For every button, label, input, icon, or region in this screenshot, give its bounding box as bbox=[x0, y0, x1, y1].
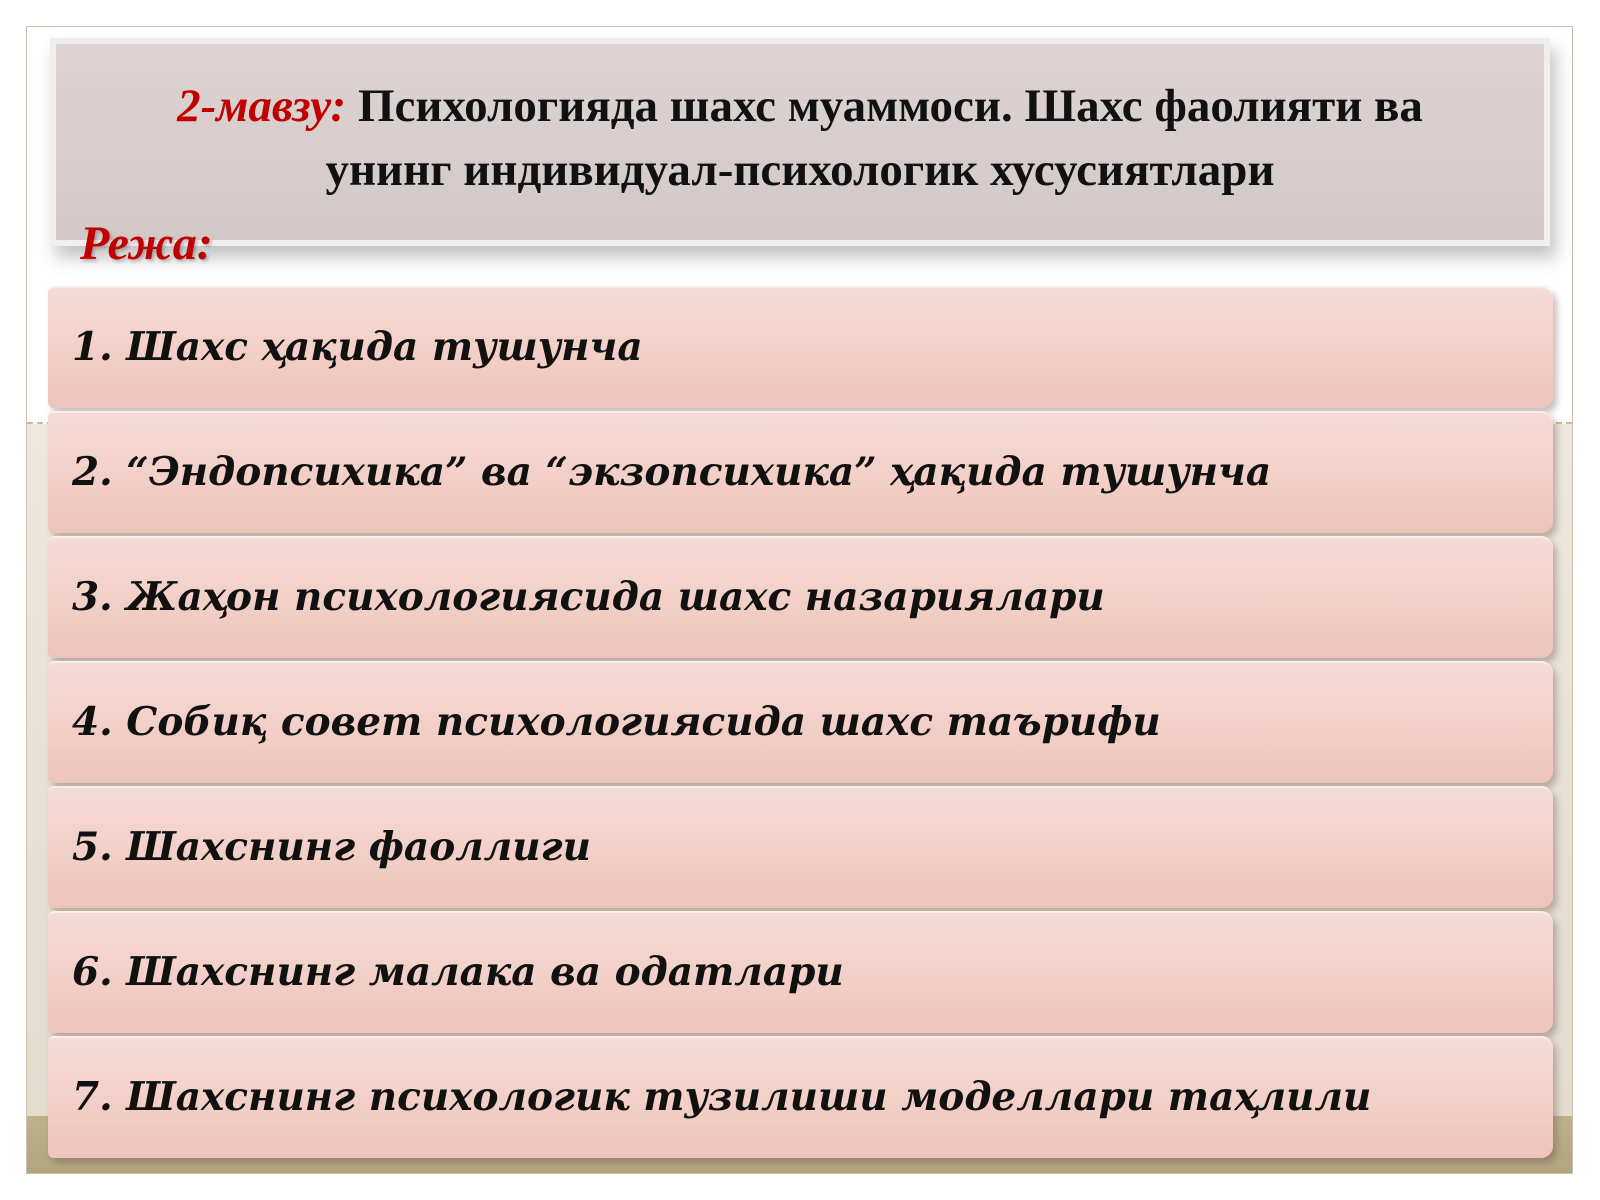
plan-item-6 bbox=[48, 911, 1553, 1033]
title-line-2: унинг индивидуал-психологик хусусиятлари bbox=[325, 144, 1275, 196]
plan-item-label: 4. Собиқ совет психологиясида шахс таърифи bbox=[72, 699, 1161, 745]
plan-item-label: 5. Шахснинг фаоллиги bbox=[72, 824, 591, 870]
plan-heading: Режа: bbox=[80, 217, 213, 270]
title-box bbox=[50, 38, 1550, 246]
plan-item-label: 1. Шахс ҳақида тушунча bbox=[72, 324, 643, 370]
plan-item-3 bbox=[48, 536, 1553, 658]
slide-title bbox=[56, 74, 1544, 202]
plan-item-label: 2. “Эндопсихика” ва “экзопсихика” ҳақида тушунча bbox=[72, 449, 1272, 495]
plan-item-5 bbox=[48, 786, 1553, 908]
title-line-1: Психологияда шахс муаммоси. Шахс фаолияти ва bbox=[357, 80, 1423, 132]
plan-item-label: 6. Шахснинг малака ва одатлари bbox=[72, 949, 844, 995]
topic-label: 2-мавзу: bbox=[177, 80, 347, 132]
plan-list bbox=[48, 286, 1553, 1161]
plan-item-2 bbox=[48, 411, 1553, 533]
plan-item-7 bbox=[48, 1036, 1553, 1158]
plan-item-label: 7. Шахснинг психологик тузилиши моделлари таҳлили bbox=[72, 1074, 1372, 1120]
plan-item-1 bbox=[48, 286, 1553, 408]
plan-item-label: 3. Жаҳон психологиясида шахс назариялари bbox=[72, 574, 1105, 620]
plan-item-4 bbox=[48, 661, 1553, 783]
